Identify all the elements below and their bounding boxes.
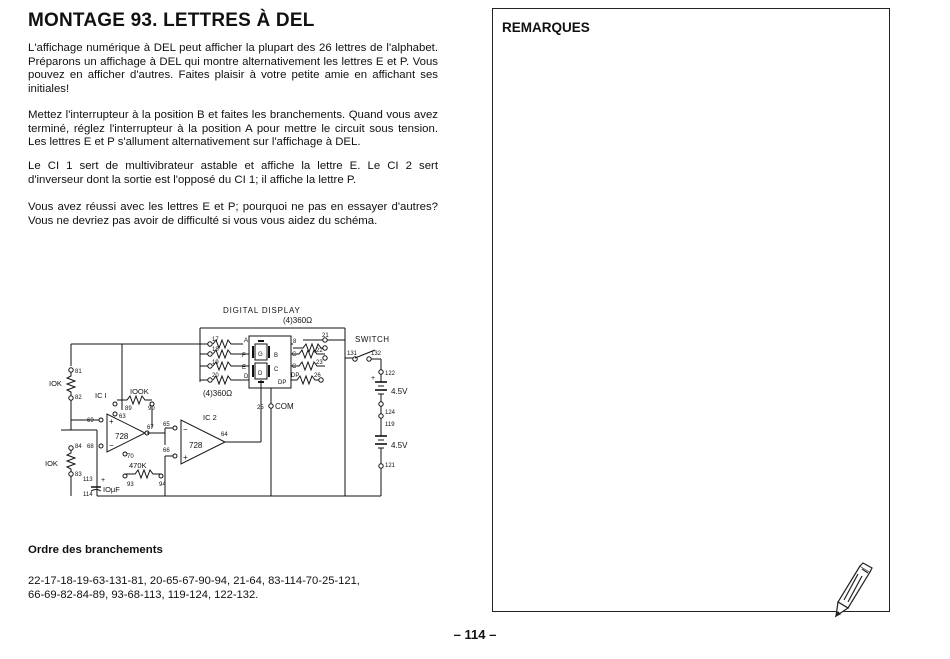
svg-text:19: 19: [212, 360, 219, 366]
svg-text:22: 22: [316, 348, 323, 354]
svg-text:+: +: [101, 477, 106, 484]
svg-text:121: 121: [385, 463, 396, 469]
svg-text:G: G: [258, 352, 263, 358]
svg-text:+: +: [371, 375, 376, 382]
svg-text:20: 20: [212, 373, 219, 379]
svg-text:IOOK: IOOK: [130, 387, 149, 396]
svg-text:−: −: [183, 425, 188, 434]
svg-text:124: 124: [385, 410, 396, 416]
svg-text:83: 83: [75, 472, 82, 478]
svg-text:94: 94: [159, 482, 166, 488]
svg-text:26: 26: [314, 373, 321, 379]
resistor-bottom-label: (4)360Ω: [203, 389, 233, 398]
svg-text:69: 69: [87, 418, 94, 424]
svg-text:−: −: [109, 441, 114, 450]
battery-1: [375, 374, 387, 402]
svg-text:132: 132: [371, 351, 382, 357]
svg-text:470K: 470K: [129, 461, 147, 470]
svg-text:IC 2: IC 2: [203, 413, 217, 422]
instructions-paragraph: Mettez l'interrupteur à la position B et faites les branchements. Quand vous avez terminé, réglez l'interrupteur à la position A pour mettre le circuit sous tension. Les lettres E et P s'allument alternativement sur l'affichage à DEL.: [28, 109, 438, 149]
svg-text:COM: COM: [275, 402, 294, 411]
challenge-paragraph: Vous avez réussi avec les lettres E et P; pourquoi ne pas en essayer d'autres? Vous ne devriez pas avoir de difficulté si vous vous aidez du schéma.: [28, 201, 438, 227]
svg-text:25: 25: [257, 405, 264, 411]
svg-text:119: 119: [385, 422, 395, 428]
svg-text:93: 93: [127, 482, 134, 488]
svg-text:64: 64: [221, 432, 228, 438]
svg-text:C: C: [274, 367, 279, 373]
svg-text:IOK: IOK: [49, 379, 62, 388]
svg-text:728: 728: [189, 441, 203, 450]
svg-text:70: 70: [127, 454, 134, 460]
remarks-title: REMARQUES: [502, 20, 590, 35]
display-label: DIGITAL DISPLAY: [223, 306, 301, 315]
svg-text:114: 114: [83, 492, 93, 498]
resistor-470k: [125, 470, 161, 478]
svg-text:D: D: [244, 374, 249, 380]
svg-text:+: +: [109, 417, 114, 426]
resistor-top-label: (4)360Ω: [283, 316, 313, 325]
svg-text:IC I: IC I: [95, 391, 107, 400]
pencil-icon: [832, 562, 876, 620]
order-title: Ordre des branchements: [28, 544, 163, 556]
svg-text:21: 21: [322, 333, 329, 339]
svg-text:DP: DP: [291, 373, 300, 379]
svg-text:113: 113: [83, 477, 93, 483]
svg-text:D: D: [258, 371, 263, 377]
remarks-box: [492, 8, 890, 612]
svg-text:23: 23: [316, 360, 323, 366]
svg-text:65: 65: [163, 422, 170, 428]
svg-text:81: 81: [75, 369, 82, 375]
svg-text:4.5V: 4.5V: [391, 441, 408, 450]
svg-text:IOμF: IOμF: [103, 485, 120, 494]
svg-text:+: +: [183, 453, 188, 462]
page-title: MONTAGE 93. LETTRES À DEL: [28, 10, 315, 31]
explanation-paragraph: Le CI 1 sert de multivibrateur astable et affiche la lettre E. Le CI 2 sert d'inverseur dont la sortie est l'opposé du CI 1; il affiche la lettre P.: [28, 160, 438, 186]
resistor-10k-top: [67, 372, 75, 396]
page-number: – 114 –: [453, 627, 497, 642]
order-line-2: 66-69-82-84-89, 93-68-113, 119-124, 122-132.: [28, 589, 259, 601]
circuit-schematic: [35, 300, 425, 515]
intro-paragraph: L'affichage numérique à DEL peut afficher la plupart des 26 lettres de l'alphabet. Préparons un affichage à DEL qui montre alternativement les lettres E et P. Vous pouvez en afficher d'autres. Faites plaisir à votre petite amie en affichant ses initiales!: [28, 42, 438, 95]
svg-text:17: 17: [212, 337, 219, 343]
order-line-1: 22-17-18-19-63-131-81, 20-65-67-90-94, 21-64, 83-114-70-25-121,: [28, 575, 360, 587]
svg-text:67: 67: [147, 425, 154, 431]
svg-text:IOK: IOK: [45, 459, 58, 468]
svg-text:66: 66: [163, 448, 170, 454]
svg-text:18: 18: [212, 347, 219, 353]
svg-text:DP: DP: [278, 380, 287, 386]
svg-text:63: 63: [119, 414, 126, 420]
svg-text:E: E: [242, 365, 247, 371]
svg-text:84: 84: [75, 444, 82, 450]
svg-text:B: B: [274, 353, 279, 359]
svg-text:G: G: [292, 352, 297, 358]
svg-text:122: 122: [385, 371, 396, 377]
switch-label: SWITCH: [355, 335, 390, 344]
svg-text:90: 90: [148, 406, 155, 412]
svg-text:4.5V: 4.5V: [391, 387, 408, 396]
resistor-10k-bottom: [67, 450, 75, 472]
svg-text:68: 68: [87, 444, 94, 450]
svg-text:A: A: [244, 338, 249, 344]
svg-text:728: 728: [115, 432, 129, 441]
svg-text:131: 131: [347, 351, 358, 357]
svg-text:F: F: [242, 353, 246, 359]
svg-text:8: 8: [293, 339, 297, 345]
svg-text:82: 82: [75, 395, 82, 401]
svg-text:C: C: [292, 364, 297, 370]
order-text: [28, 574, 428, 602]
svg-text:89: 89: [125, 406, 132, 412]
